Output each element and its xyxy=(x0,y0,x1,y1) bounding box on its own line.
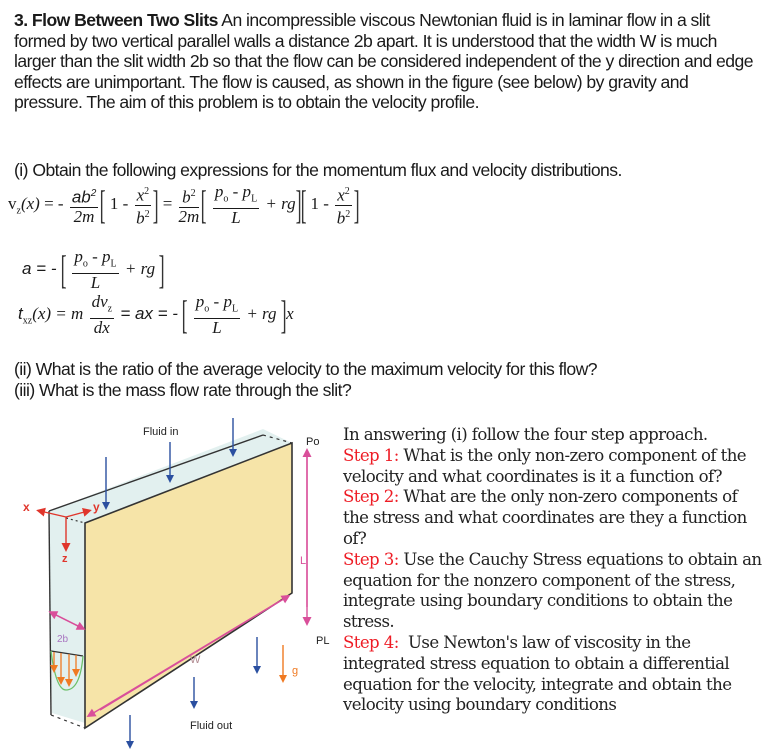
bracket-close: ] xyxy=(353,182,360,228)
width-label: W xyxy=(190,654,201,666)
step-2-text: What are the only non-zero components of the stress and what coordinates are they a function of? xyxy=(343,487,747,548)
plus-rg: + rg xyxy=(246,304,277,324)
question-2: (ii) What is the ratio of the average velocity to the maximum velocity for this flow? xyxy=(14,359,597,379)
eq-v-pressure-frac xyxy=(213,183,259,227)
alpha-equation xyxy=(22,248,165,292)
eq-v-symbol: v xyxy=(8,194,17,214)
b: b xyxy=(336,208,346,228)
eq-t-arg: (x) = m xyxy=(32,304,84,324)
gravity-label: g xyxy=(292,665,299,677)
dvz: dv xyxy=(91,292,108,311)
L: L xyxy=(90,273,101,293)
step-3-label: Step 3: xyxy=(343,549,399,569)
sub-xz: xz xyxy=(22,315,33,327)
sub-o: o xyxy=(204,303,210,315)
bracket-open: [ xyxy=(60,247,67,293)
plus-rg: + rg xyxy=(124,259,156,279)
length-label: L xyxy=(300,555,307,567)
fluid-out-label: Fluid out xyxy=(190,720,233,732)
bracket-close: ] xyxy=(152,182,159,228)
eq-t-derivative xyxy=(90,293,115,337)
bracket-open: [ xyxy=(200,182,207,228)
eq-v-sub: z xyxy=(16,205,21,217)
question-1: (i) Obtain the following expressions for the momentum flux and velocity distributions. xyxy=(14,160,622,180)
step-2 xyxy=(343,487,763,549)
problem-intro: An incompressible viscous Newtonian fluid is in laminar flow in a slit formed by two vertical parallel walls a distance 2b apart. It is understood that the width W is much larger than the slit width 2b so that the flow can be considered independent of the y direction and edge effects are unimportant. The flow is caused, as shown in the figure (see below) by gravity and pressure. The aim of this problem is to obtain the velocity profile. xyxy=(14,10,753,113)
eq-v-frac-x2b2 xyxy=(135,183,152,227)
sub-z: z xyxy=(107,303,113,315)
step-4 xyxy=(343,633,763,716)
step-3-text: Use the Cauchy Stress equations to obtain an equation for the nonzero component of the stress, integrate using boundary conditions to obtain the stress. xyxy=(343,549,762,632)
eq-v-frac-x2b2-2 xyxy=(335,183,352,227)
sub-o: o xyxy=(82,258,88,270)
step-1-label: Step 1: xyxy=(343,445,399,465)
bracket-close: ] xyxy=(158,247,165,293)
sub-L: L xyxy=(231,303,239,315)
eq-v-one-minus: 1 - xyxy=(109,194,129,214)
eq-v-frac1-num: ab xyxy=(71,187,91,207)
sub-L: L xyxy=(251,193,258,205)
L: L xyxy=(212,318,222,338)
b: b xyxy=(182,187,191,207)
p: p xyxy=(74,247,83,266)
sub-o: o xyxy=(223,193,229,205)
bracket-close: ] xyxy=(295,182,302,228)
question-3: (iii) What is the mass flow rate through the slit? xyxy=(14,379,352,400)
sq: 2 xyxy=(90,187,97,199)
b: b xyxy=(136,208,145,228)
sq: 2 xyxy=(344,186,350,198)
eq-t-mid: = ax = - xyxy=(120,304,178,324)
eq-a-pressure-frac xyxy=(72,248,118,292)
steps-intro: In answering (i) follow the four step approach. xyxy=(343,425,708,444)
x: x xyxy=(136,185,145,205)
z-axis-label: z xyxy=(62,553,68,565)
eq-v-frac1 xyxy=(70,185,98,226)
step-4-text: Use Newton's law of viscosity in the integrated stress equation to obtain a differential equation for the velocity, integrate and obtain the velocity using boundary conditions xyxy=(343,632,737,715)
sq: 2 xyxy=(144,208,150,220)
eq-v-frac2-den: 2m xyxy=(178,206,200,226)
eq-v-arg: (x) xyxy=(20,194,40,214)
fluid-in-label: Fluid in xyxy=(143,426,179,438)
slit-fluid-side xyxy=(49,508,85,723)
tau: t xyxy=(18,304,23,324)
velocity-equation xyxy=(8,183,359,227)
step-1-text: What is the only non-zero component of the velocity and what coordinates is it a function of? xyxy=(343,445,747,486)
step-4-label: Step 4: xyxy=(343,632,399,652)
sq: 2 xyxy=(144,186,150,198)
x: x xyxy=(337,185,345,205)
eq-t-pressure-frac xyxy=(194,293,240,337)
eq-v-frac1-den: 2m xyxy=(73,206,95,226)
minus-p: - p xyxy=(228,182,252,201)
problem-title: 3. Flow Between Two Slits xyxy=(14,10,218,30)
problem-statement xyxy=(14,10,759,113)
eq-v-equals2: = xyxy=(162,194,173,214)
step-1 xyxy=(343,446,763,488)
steps-instructions xyxy=(343,425,763,716)
y-axis-label: y xyxy=(93,500,100,514)
p: p xyxy=(214,182,224,201)
dx: dx xyxy=(93,318,110,338)
eq-v-one-minus2: 1 - xyxy=(310,194,329,214)
L: L xyxy=(231,208,241,228)
bracket-open: [ xyxy=(99,182,106,228)
pressure-top-label: Po xyxy=(306,436,320,448)
sub-L: L xyxy=(110,258,117,270)
eq-v-frac2 xyxy=(179,185,200,226)
bracket-close: ] xyxy=(280,292,287,338)
eq-a-lhs: a = - xyxy=(22,259,57,279)
step-2-label: Step 2: xyxy=(343,487,399,507)
slit-flow-figure xyxy=(0,415,340,754)
plus-rg: + rg xyxy=(265,194,296,214)
sq: 2 xyxy=(345,208,351,220)
bracket-open: [ xyxy=(181,292,188,338)
stress-equation xyxy=(18,293,294,337)
eq-v-equals: = - xyxy=(44,194,64,214)
step-3 xyxy=(343,550,763,633)
x-axis-label: x xyxy=(23,500,30,514)
x: x xyxy=(286,304,294,324)
questions-2-3 xyxy=(14,359,759,400)
gap-label: 2b xyxy=(57,634,69,645)
bracket-open: [ xyxy=(300,182,307,228)
minus-p: - p xyxy=(209,292,232,311)
pressure-bottom-label: PL xyxy=(316,635,330,647)
minus-p: - p xyxy=(87,247,111,266)
sq: 2 xyxy=(190,187,196,199)
p: p xyxy=(195,292,205,311)
